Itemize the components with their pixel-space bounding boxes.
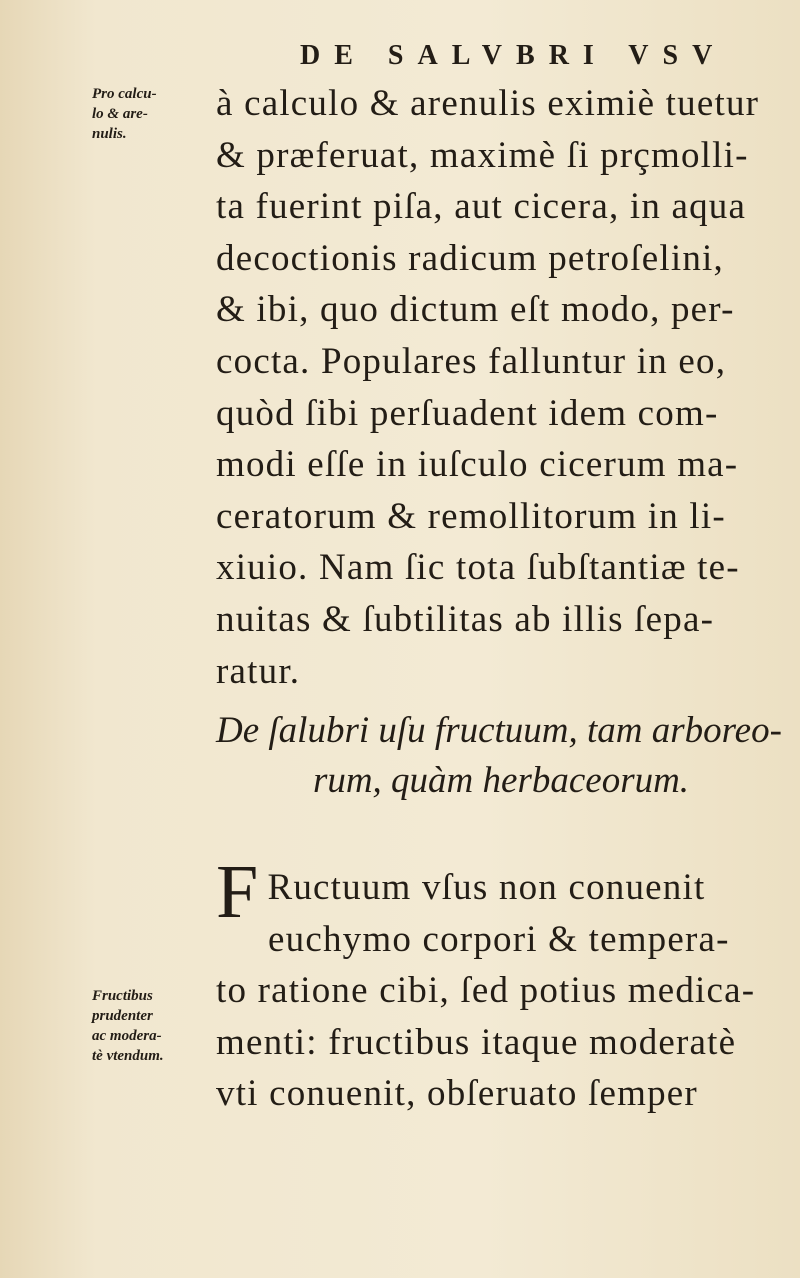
drop-cap: F: [216, 850, 260, 934]
heading-line: rum, quàm herbaceorum.: [312, 760, 690, 801]
heading-line: De ſalubri uſu fructuum, tam arboreo-: [216, 710, 782, 751]
margin-note-calculus: [92, 84, 212, 144]
section-heading: [216, 706, 786, 806]
text-line-content: Ructuum vſus non conuenit: [267, 867, 706, 908]
text-line: ceratorum & remollitorum in li-: [216, 495, 726, 537]
margin-note-line: ac modera-: [92, 1028, 162, 1044]
text-line: à calculo & arenulis eximiè tuetur: [216, 83, 760, 124]
text-line: ratur.: [216, 650, 301, 692]
text-line: euchymo corpori & tempera-: [268, 918, 730, 960]
text-line: & præferuat, maximè ſi prçmolli-: [216, 134, 749, 176]
text-line: to ratione cibi, ſed potius medica-: [216, 970, 756, 1012]
text-line: ta fuerint piſa, aut cicera, in aqua: [216, 186, 747, 228]
text-line: xiuio. Nam ſic tota ſubſtantiæ te-: [216, 547, 740, 589]
margin-note-line: lo & are-: [92, 106, 148, 122]
text-line: modi eſſe in iuſculo cicerum ma-: [216, 444, 739, 486]
text-line: nuitas & ſubtilitas ab illis ſepa-: [216, 598, 715, 640]
text-line: [216, 850, 791, 934]
margin-note-line: Pro calcu-: [92, 86, 157, 102]
margin-note-line: tè vtendum.: [92, 1048, 164, 1064]
text-line: menti: fructibus itaque moderatè: [216, 1021, 737, 1063]
margin-note-line: Fructibus: [92, 988, 153, 1004]
margin-note-line: nulis.: [92, 126, 127, 142]
paragraph-1: [216, 78, 791, 697]
text-line: decoctionis radicum petroſelini,: [216, 237, 724, 279]
text-line: & ibi, quo dictum eſt modo, per-: [216, 289, 735, 331]
paragraph-2: [216, 850, 791, 1120]
text-line: cocta. Populares falluntur in eo,: [216, 340, 727, 382]
text-line: quòd ſibi perſuadent idem com-: [216, 392, 719, 434]
running-header: DE SALVBRI VSV: [300, 40, 727, 71]
margin-note-line: prudenter: [92, 1008, 153, 1024]
margin-note-fruits: [92, 986, 212, 1066]
text-line: vti conuenit, obſeruato ſemper: [216, 1073, 698, 1115]
